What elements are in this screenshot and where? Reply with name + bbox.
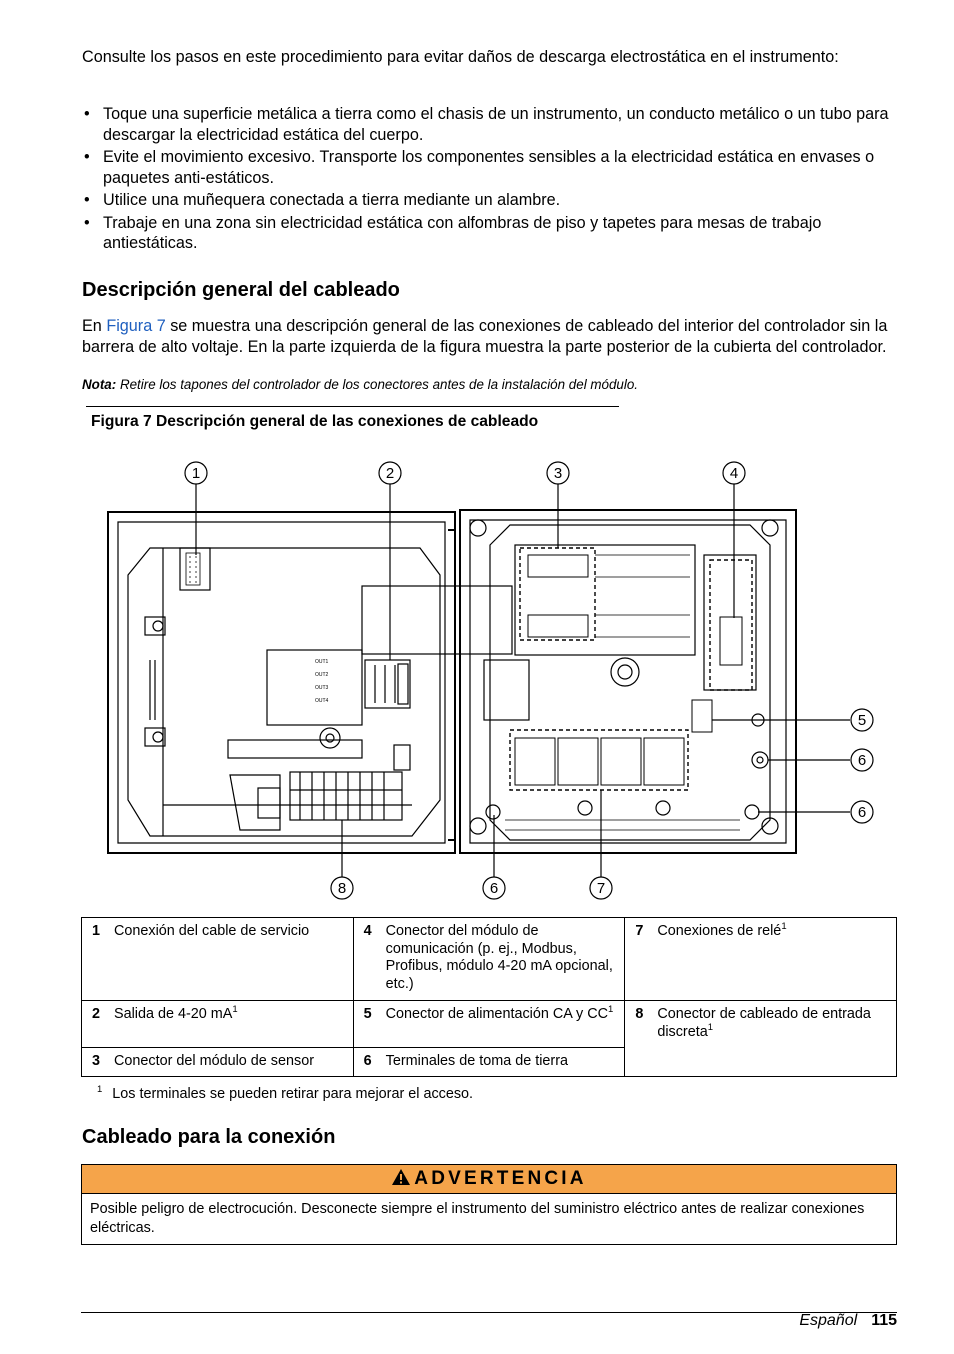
out2-label: OUT2 (315, 672, 329, 678)
legend-num: 3 (92, 1053, 101, 1069)
intro-paragraph: Consulte los pasos en este procedimiento para evitar daños de descarga electrostática en el instrumento: (82, 48, 839, 66)
para-text: En (82, 317, 107, 335)
legend-num: 4 (363, 923, 372, 939)
out1-label: OUT1 (315, 659, 329, 665)
legend-label: Terminales de toma de tierra (385, 1053, 569, 1069)
legend-num: 1 (92, 923, 101, 939)
legend-text (386, 1053, 615, 1071)
legend-num: 2 (92, 1006, 101, 1022)
legend-sup: 1 (232, 1004, 238, 1016)
bullet-text: Trabaje en una zona sin electricidad estática con alfombras de piso y tapetes para mesas de trabajo antiestáticas. (103, 213, 822, 252)
list-item: • Evite el movimiento excesivo. Transporte los componentes sensibles a la electricidad estática en envases o paquetes anti-estáticos. (84, 148, 875, 187)
footnote-mark: 1 (97, 1084, 103, 1096)
legend-cell (82, 1001, 354, 1048)
legend-text (386, 923, 615, 993)
legend-label: Conector del módulo de comunicación (p. ej., Modbus, Profibus, módulo 4-20 mA opcional, etc.) (385, 923, 613, 992)
callout-4: 4 (729, 465, 739, 482)
legend-cell (353, 918, 625, 1001)
callout-6: 6 (857, 752, 867, 769)
page-footer (799, 1312, 897, 1330)
legend-cell (625, 918, 897, 1001)
callout-6: 6 (489, 880, 499, 897)
table-row (82, 918, 897, 1001)
legend-cell (353, 1048, 625, 1077)
warning-header (82, 1165, 896, 1194)
controller-enclosure (460, 510, 796, 853)
legend-sup: 1 (608, 1004, 614, 1016)
list-item: • Utilice una muñequera conectada a tierra mediante un alambre. (84, 191, 561, 209)
callout-6: 6 (857, 804, 867, 821)
figure-title: Figura 7 Descripción general de las conexiones de cableado (91, 413, 539, 430)
list-item: • Toque una superficie metálica a tierra como el chasis de un instrumento, un conducto metálico o un tubo para descargar la electricidad estática del cuerpo. (84, 105, 889, 144)
legend-text (114, 1006, 343, 1024)
callout-8: 8 (337, 880, 347, 897)
bullet-text: Evite el movimiento excesivo. Transporte los componentes sensibles a la electricidad estática en envases o paquetes anti-estáticos. (103, 148, 875, 187)
legend-text (114, 923, 343, 941)
para-text: se muestra una descripción general de las conexiones de cableado del interior del controlador sin la barrera de alto voltaje. En la parte izquierda de la figura muestra la parte posterior de la cubierta del controlador. (82, 317, 888, 356)
warning-triangle-icon (391, 1168, 411, 1186)
bullet-text: Utilice una muñequera conectada a tierra mediante un alambre. (103, 191, 561, 209)
note-text: Retire los tapones del controlador de los conectores antes de la instalación del módulo. (116, 377, 639, 392)
legend-text (657, 923, 886, 941)
callout-7: 7 (596, 880, 606, 897)
legend-num: 8 (635, 1006, 644, 1022)
out4-label: OUT4 (315, 698, 329, 704)
legend-sup: 1 (781, 921, 787, 933)
footnote-text: Los terminales se pueden retirar para mejorar el acceso. (112, 1086, 474, 1102)
legend-label: Conexiones de relé (657, 923, 782, 939)
section-heading-wiring-connection: Cableado para la conexión (82, 1126, 336, 1148)
legend-label: Conector de cableado de entrada discreta (657, 1006, 871, 1040)
legend-num: 7 (635, 923, 644, 939)
warning-body: Posible peligro de electrocución. Desconecte siempre el instrumento del suministro eléctrico antes de realizar conexiones eléctricas. (90, 1201, 865, 1236)
legend-text (114, 1053, 343, 1071)
bullet-text: Toque una superficie metálica a tierra como el chasis de un instrumento, un conducto metálico o un tubo para descargar la electricidad estática del cuerpo. (103, 105, 889, 144)
figure-7-link[interactable]: Figura 7 (106, 317, 166, 335)
page-number: 115 (871, 1312, 897, 1329)
table-row (82, 1001, 897, 1048)
callout-3: 3 (553, 465, 563, 482)
legend-num: 6 (363, 1053, 372, 1069)
legend-label: Conector del módulo de sensor (114, 1053, 314, 1069)
legend-num: 5 (363, 1006, 372, 1022)
legend-text (386, 1006, 615, 1024)
legend-table (81, 917, 897, 1077)
footnote (97, 1086, 473, 1102)
warning-title: ADVERTENCIA (414, 1168, 587, 1189)
callout-1: 1 (191, 465, 201, 482)
legend-sup: 1 (707, 1021, 713, 1033)
out3-label: OUT3 (315, 685, 329, 691)
section-heading-wiring-overview: Descripción general del cableado (82, 279, 400, 301)
legend-label: Conector de alimentación CA y CC (385, 1006, 609, 1022)
cover-panel (108, 512, 512, 853)
legend-cell (82, 1048, 354, 1077)
footer-language: Español (799, 1312, 858, 1329)
legend-cell (625, 1001, 897, 1077)
callout-5: 5 (857, 712, 867, 729)
legend-text (657, 1006, 886, 1041)
legend-cell (82, 918, 354, 1001)
legend-cell (353, 1001, 625, 1048)
note-label: Nota: (82, 377, 117, 392)
warning-box (81, 1164, 897, 1245)
list-item: • Trabaje en una zona sin electricidad estática con alfombras de piso y tapetes para mesas de trabajo antiestáticas. (84, 213, 822, 252)
legend-label: Conexión del cable de servicio (114, 923, 310, 939)
callout-2: 2 (385, 465, 395, 482)
footer-rule (81, 1312, 897, 1313)
legend-label: Salida de 4-20 mA (114, 1006, 233, 1022)
